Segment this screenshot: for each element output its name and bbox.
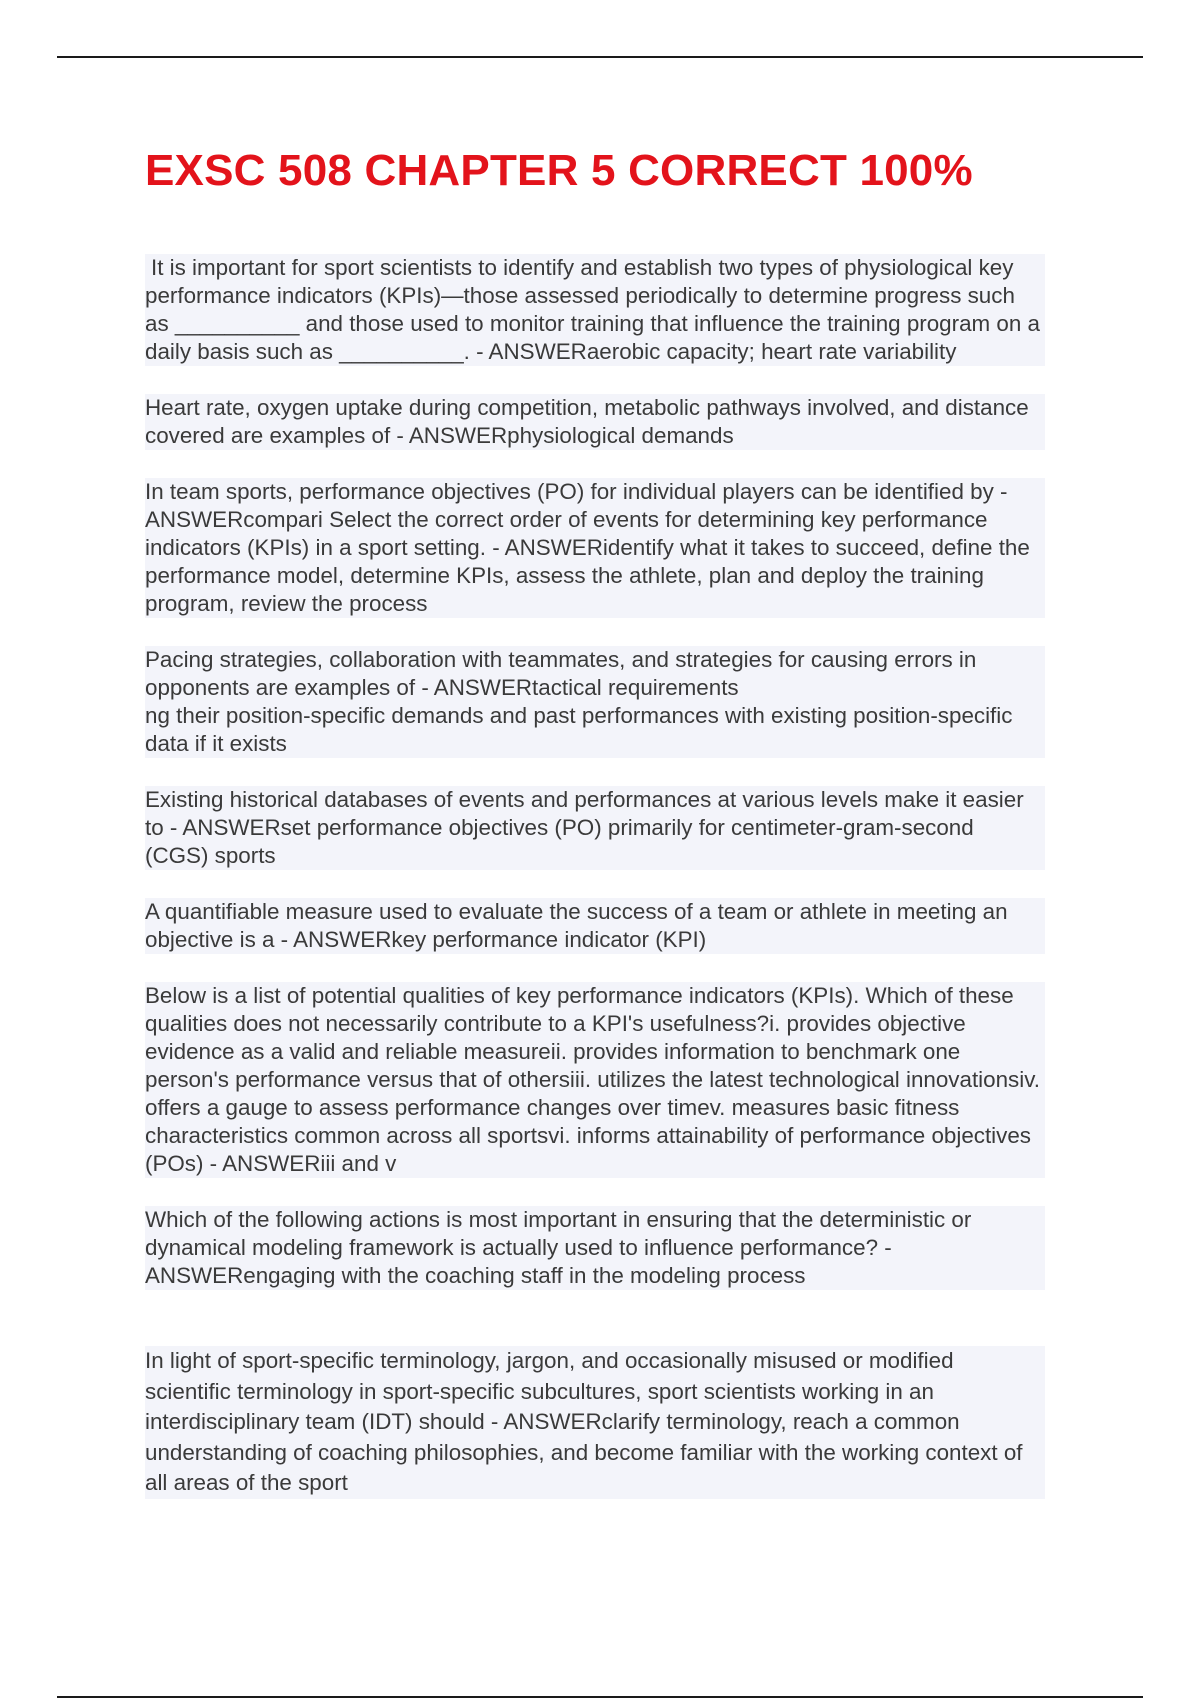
- qa-item: Heart rate, oxygen uptake during competition, metabolic pathways involved, and distance covered are examples of - ANSWERphysiological demands: [145, 394, 1045, 450]
- qa-item-line: Pacing strategies, collaboration with teammates, and strategies for causing errors in opponents are examples of - ANSWERtactical requirements: [145, 647, 977, 700]
- bottom-divider: [57, 1696, 1143, 1698]
- qa-item: In team sports, performance objectives (PO) for individual players can be identified by - ANSWERcompari Select the correct order of events for determining key performance indicators (KPIs) in a sport setting. - ANSWERidentify what it takes to succeed, define the performance model, determine KPIs, assess the athlete, plan and deploy the training program, review the process: [145, 478, 1045, 618]
- qa-item: A quantifiable measure used to evaluate the success of a team or athlete in meeting an objective is a - ANSWERkey performance indicator (KPI): [145, 898, 1045, 954]
- qa-item: Below is a list of potential qualities of key performance indicators (KPIs). Which of these qualities does not necessarily contribute to a KPI's usefulness?i. provides objective evidence as a valid and reliable measureii. provides information to benchmark one person's performance versus that of othersiii. utilizes the latest technological innovationsiv. offers a gauge to assess performance changes over timev. measures basic fitness characteristics common across all sportsvi. informs attainability of performance objectives (POs) - ANSWERiii and v: [145, 982, 1045, 1178]
- page-title: EXSC 508 CHAPTER 5 CORRECT 100%: [145, 146, 973, 195]
- qa-item: Which of the following actions is most important in ensuring that the deterministic or dynamical modeling framework is actually used to influence performance? - ANSWERengaging with the coaching staff in the modeling process: [145, 1206, 1045, 1290]
- question-list: [145, 254, 1045, 1527]
- qa-item: It is important for sport scientists to identify and establish two types of physiological key performance indicators (KPIs)—those assessed periodically to determine progress such as __________ and those used to monitor training that influence the training program on a daily basis such as __________. - ANSWERaerobic capacity; heart rate variability: [145, 254, 1045, 366]
- qa-item: In light of sport-specific terminology, jargon, and occasionally misused or modified scientific terminology in sport-specific subcultures, sport scientists working in an interdisciplinary team (IDT) should - ANSWERclarify terminology, reach a common understanding of coaching philosophies, and become familiar with the working context of all areas of the sport: [145, 1346, 1045, 1499]
- qa-item: [145, 646, 1045, 758]
- qa-item: Existing historical databases of events and performances at various levels make it easier to - ANSWERset performance objectives (PO) primarily for centimeter-gram-second (CGS) sports: [145, 786, 1045, 870]
- top-divider: [57, 56, 1143, 58]
- qa-item-line: ng their position-specific demands and past performances with existing position-specific data if it exists: [145, 703, 1013, 756]
